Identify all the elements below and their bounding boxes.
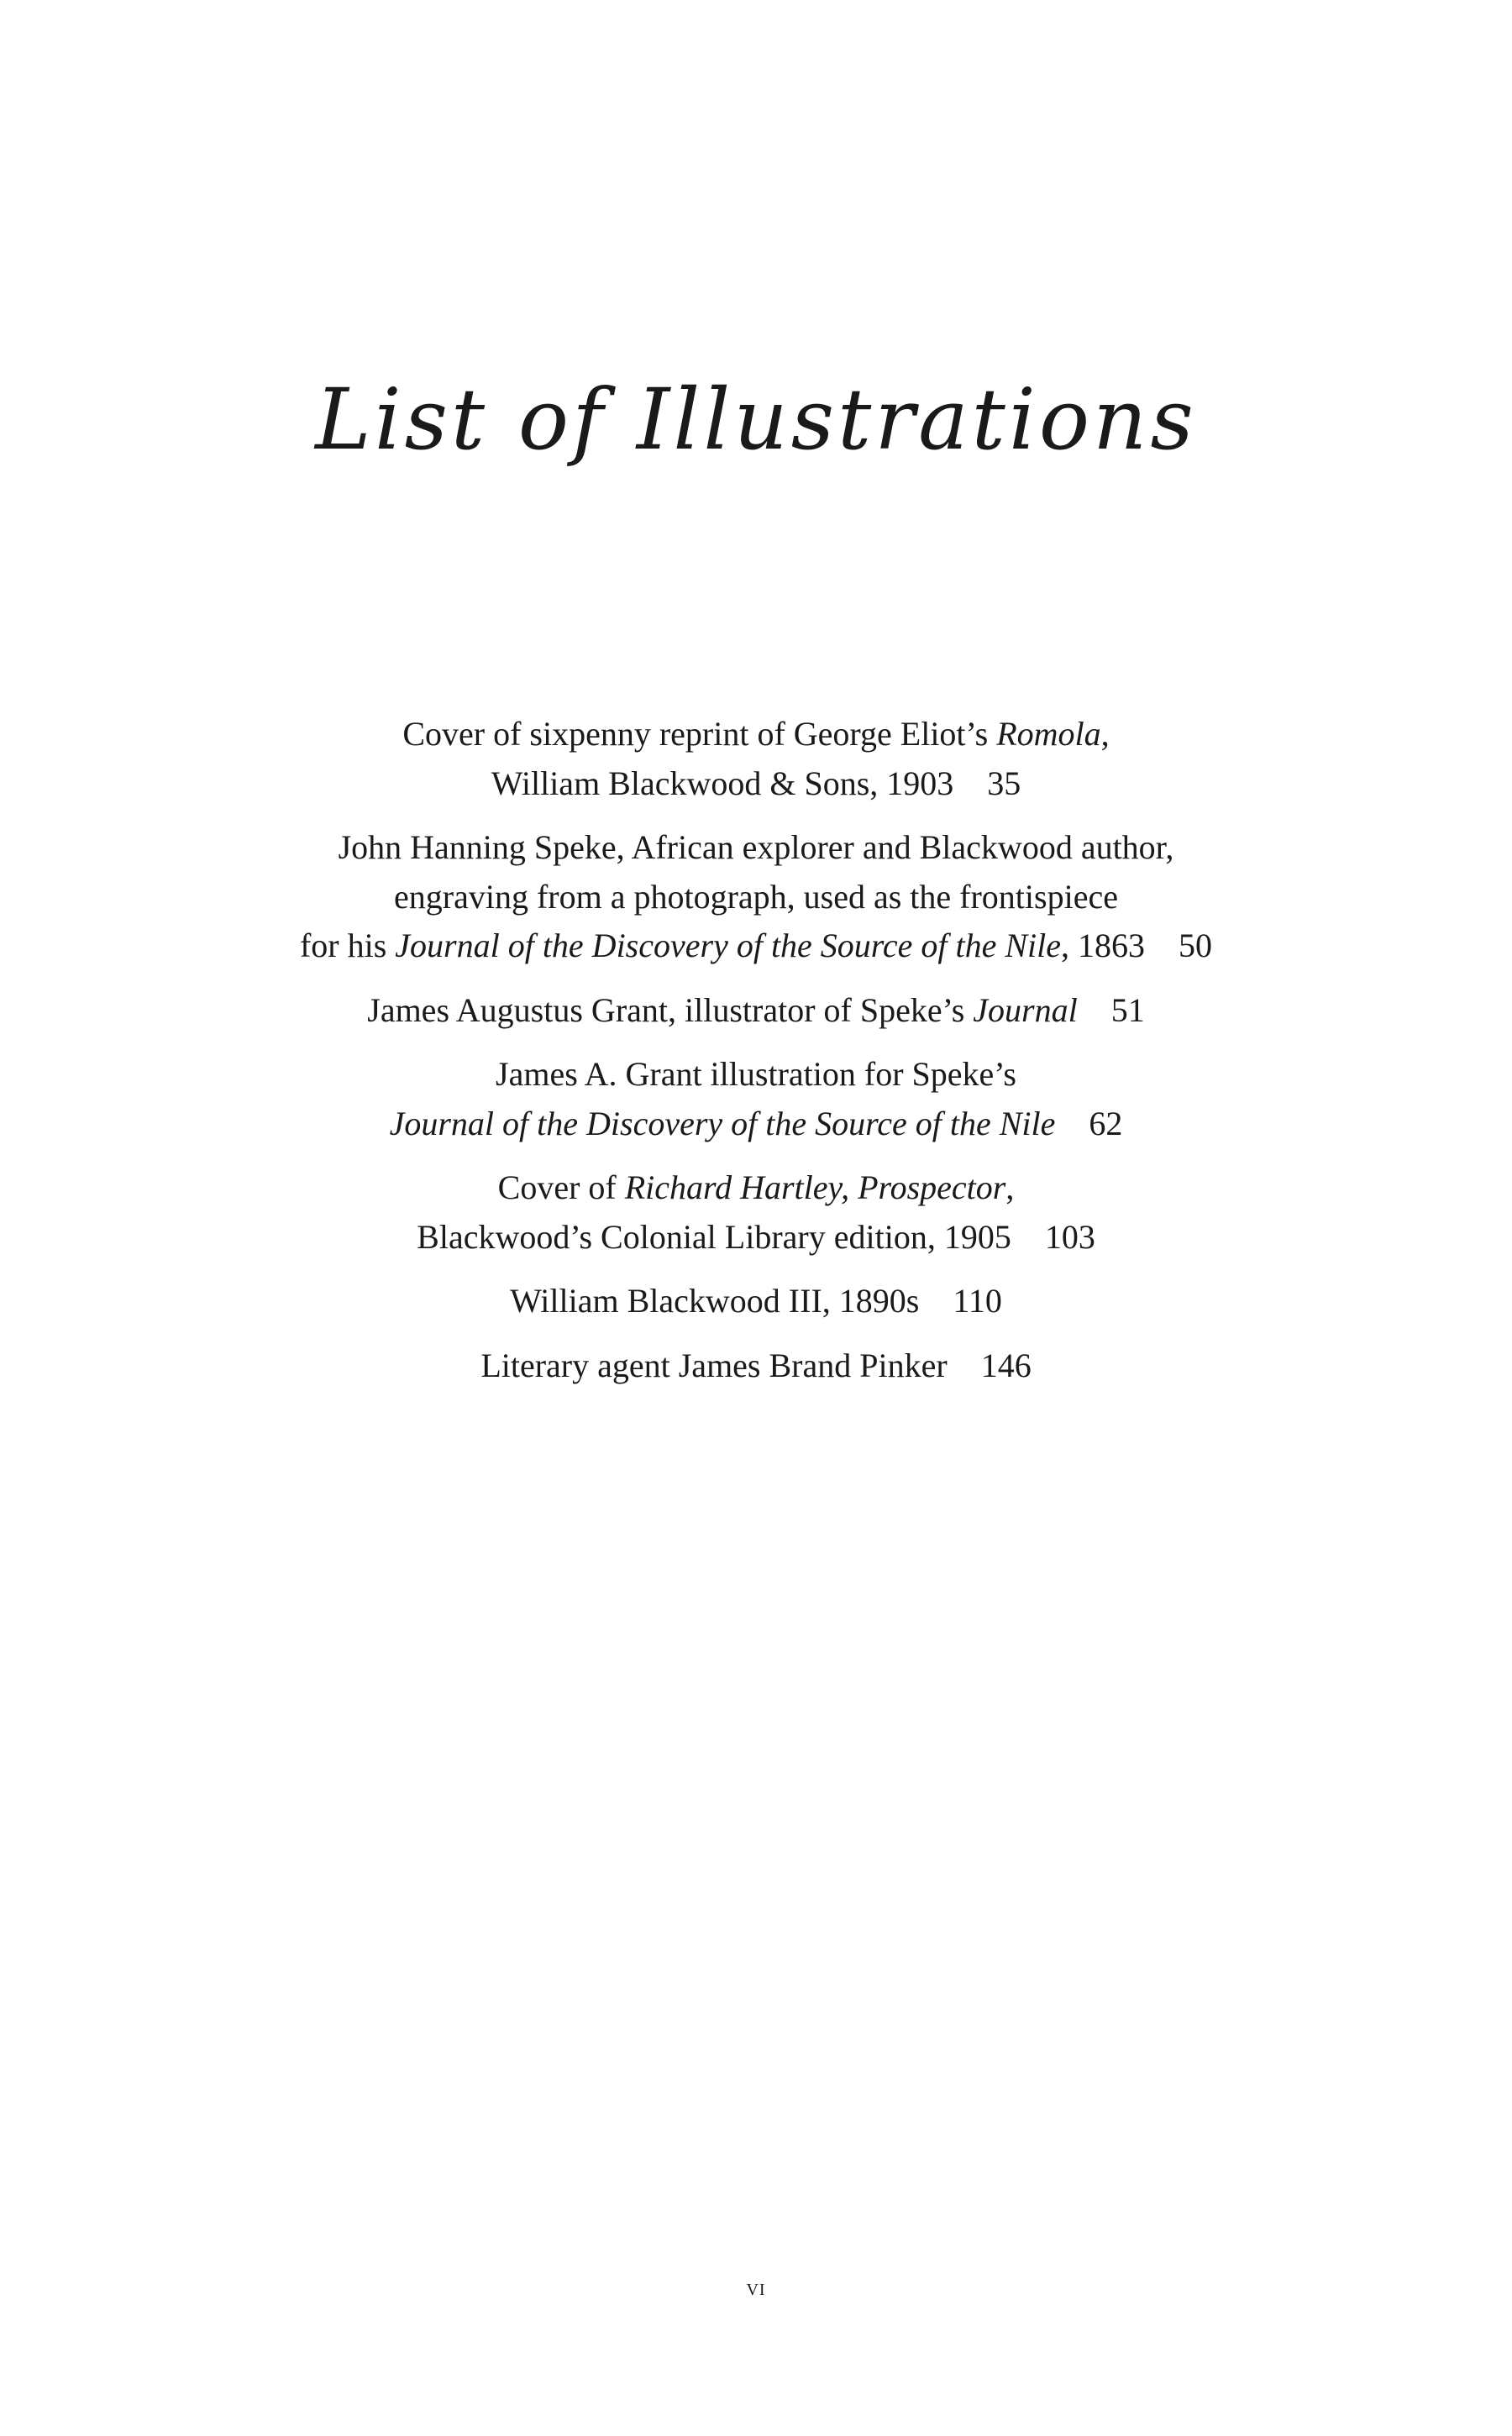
page-number: 62 [1089, 1104, 1123, 1142]
list-item [0, 710, 1512, 808]
list-item [0, 1341, 1512, 1391]
page-number: 110 [953, 1282, 1002, 1320]
page-title: List of Illustrations [315, 370, 1197, 469]
entry-text: Cover of sixpenny reprint of George Eliot’s [402, 715, 997, 753]
list-item [0, 1277, 1512, 1326]
entry-title-italic: Romola [996, 715, 1101, 753]
entry-text: Literary agent James Brand Pinker [480, 1346, 948, 1384]
list-item [0, 1163, 1512, 1262]
entry-title-italic: Richard Hartley, Prospector [624, 1168, 1006, 1206]
entry-text: Cover of [497, 1168, 625, 1206]
entry-title-italic: Journal of the Discovery of the Source of the Nile [395, 927, 1062, 964]
list-item [0, 1050, 1512, 1148]
entry-text: John Hanning Speke, African explorer and Blackwood author, [338, 828, 1174, 866]
entry-text: , 1863 [1061, 927, 1146, 964]
entry-text: James Augustus Grant, illustrator of Speke’s [367, 990, 974, 1029]
entry-text: William Blackwood & Sons, 1903 [491, 764, 954, 802]
page-number: 51 [1110, 990, 1145, 1029]
list-item [0, 986, 1512, 1036]
entry-text: James A. Grant illustration for Speke’s [496, 1055, 1016, 1093]
page-number: 103 [1044, 1217, 1095, 1256]
entry-text: Blackwood’s Colonial Library edition, 1905 [417, 1217, 1011, 1256]
list-item [0, 823, 1512, 971]
entry-text: William Blackwood III, 1890s [510, 1282, 920, 1320]
page-number: 146 [980, 1346, 1032, 1384]
entry-title-italic: Journal [973, 990, 1078, 1029]
entry-text: engraving from a photograph, used as the frontispiece [394, 877, 1118, 916]
page-folio: vi [746, 2275, 766, 2301]
page-number: 50 [1179, 927, 1213, 964]
entry-text: for his [299, 927, 396, 964]
illustrations-list [0, 710, 1512, 1405]
page-number: 35 [987, 764, 1021, 802]
entry-text: , [1100, 715, 1110, 753]
entry-text: , [1005, 1168, 1015, 1206]
entry-title-italic: Journal of the Discovery of the Source of the Nile [389, 1104, 1056, 1142]
